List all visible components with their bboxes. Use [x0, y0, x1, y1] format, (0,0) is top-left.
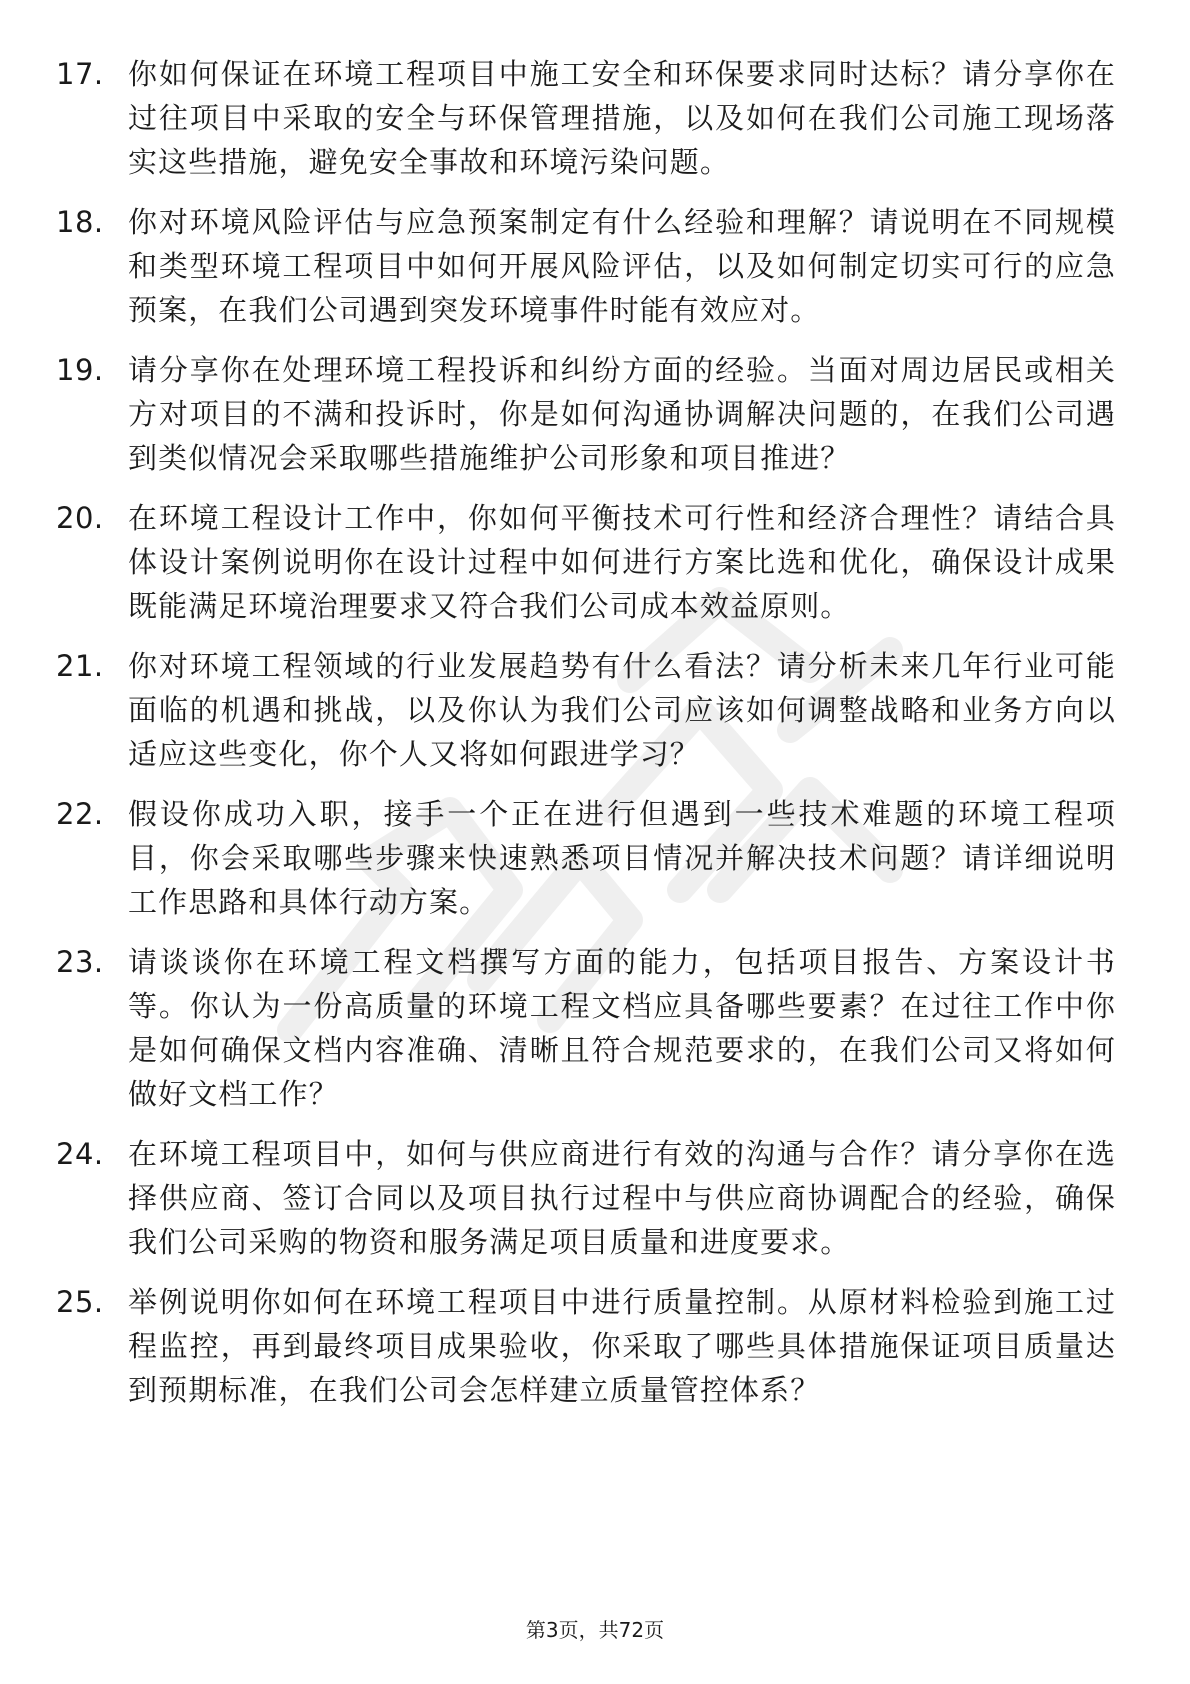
question-text: 请谈谈你在环境工程文档撰写方面的能力，包括项目报告、方案设计书等。你认为一份高质量的环境工程文档应具备哪些要素？在过往工作中你是如何确保文档内容准确、清晰且符合规范要求的，在我们公司又将如何做好文档工作？: [128, 945, 1116, 1111]
question-item: [56, 792, 1116, 924]
question-item: [56, 644, 1116, 776]
question-text: 请分享你在处理环境工程投诉和纠纷方面的经验。当面对周边居民或相关方对项目的不满和投诉时，你是如何沟通协调解决问题的，在我们公司遇到类似情况会采取哪些措施维护公司形象和项目推进？: [128, 353, 1116, 475]
question-list: [56, 52, 1116, 1428]
question-number: 24.: [56, 1137, 104, 1171]
page-number-label: 第3页，共72页: [525, 1618, 665, 1642]
question-item: [56, 1132, 1116, 1264]
question-text: 你如何保证在环境工程项目中施工安全和环保要求同时达标？请分享你在过往项目中采取的安全与环保管理措施，以及如何在我们公司施工现场落实这些措施，避免安全事故和环境污染问题。: [128, 57, 1116, 179]
question-item: [56, 348, 1116, 480]
question-item: [56, 52, 1116, 184]
question-number: 23.: [56, 945, 104, 979]
question-number: 22.: [56, 797, 104, 831]
question-item: [56, 940, 1116, 1116]
question-number: 21.: [56, 649, 104, 683]
question-text: 举例说明你如何在环境工程项目中进行质量控制。从原材料检验到施工过程监控，再到最终项目成果验收，你采取了哪些具体措施保证项目质量达到预期标准，在我们公司会怎样建立质量管控体系？: [128, 1285, 1116, 1407]
question-number: 19.: [56, 353, 104, 387]
question-item: [56, 496, 1116, 628]
question-text: 假设你成功入职，接手一个正在进行但遇到一些技术难题的环境工程项目，你会采取哪些步骤来快速熟悉项目情况并解决技术问题？请详细说明工作思路和具体行动方案。: [128, 797, 1116, 919]
page-footer: [0, 1616, 1190, 1644]
question-text: 在环境工程设计工作中，你如何平衡技术可行性和经济合理性？请结合具体设计案例说明你在设计过程中如何进行方案比选和优化，确保设计成果既能满足环境治理要求又符合我们公司成本效益原则。: [128, 501, 1116, 623]
question-number: 20.: [56, 501, 104, 535]
question-text: 在环境工程项目中，如何与供应商进行有效的沟通与合作？请分享你在选择供应商、签订合同以及项目执行过程中与供应商协调配合的经验，确保我们公司采购的物资和服务满足项目质量和进度要求。: [128, 1137, 1116, 1259]
question-item: [56, 200, 1116, 332]
question-number: 25.: [56, 1285, 104, 1319]
question-number: 18.: [56, 205, 104, 239]
question-item: [56, 1280, 1116, 1412]
question-text: 你对环境风险评估与应急预案制定有什么经验和理解？请说明在不同规模和类型环境工程项目中如何开展风险评估，以及如何制定切实可行的应急预案，在我们公司遇到突发环境事件时能有效应对。: [128, 205, 1116, 327]
question-text: 你对环境工程领域的行业发展趋势有什么看法？请分析未来几年行业可能面临的机遇和挑战，以及你认为我们公司应该如何调整战略和业务方向以适应这些变化，你个人又将如何跟进学习？: [128, 649, 1116, 771]
question-number: 17.: [56, 57, 104, 91]
